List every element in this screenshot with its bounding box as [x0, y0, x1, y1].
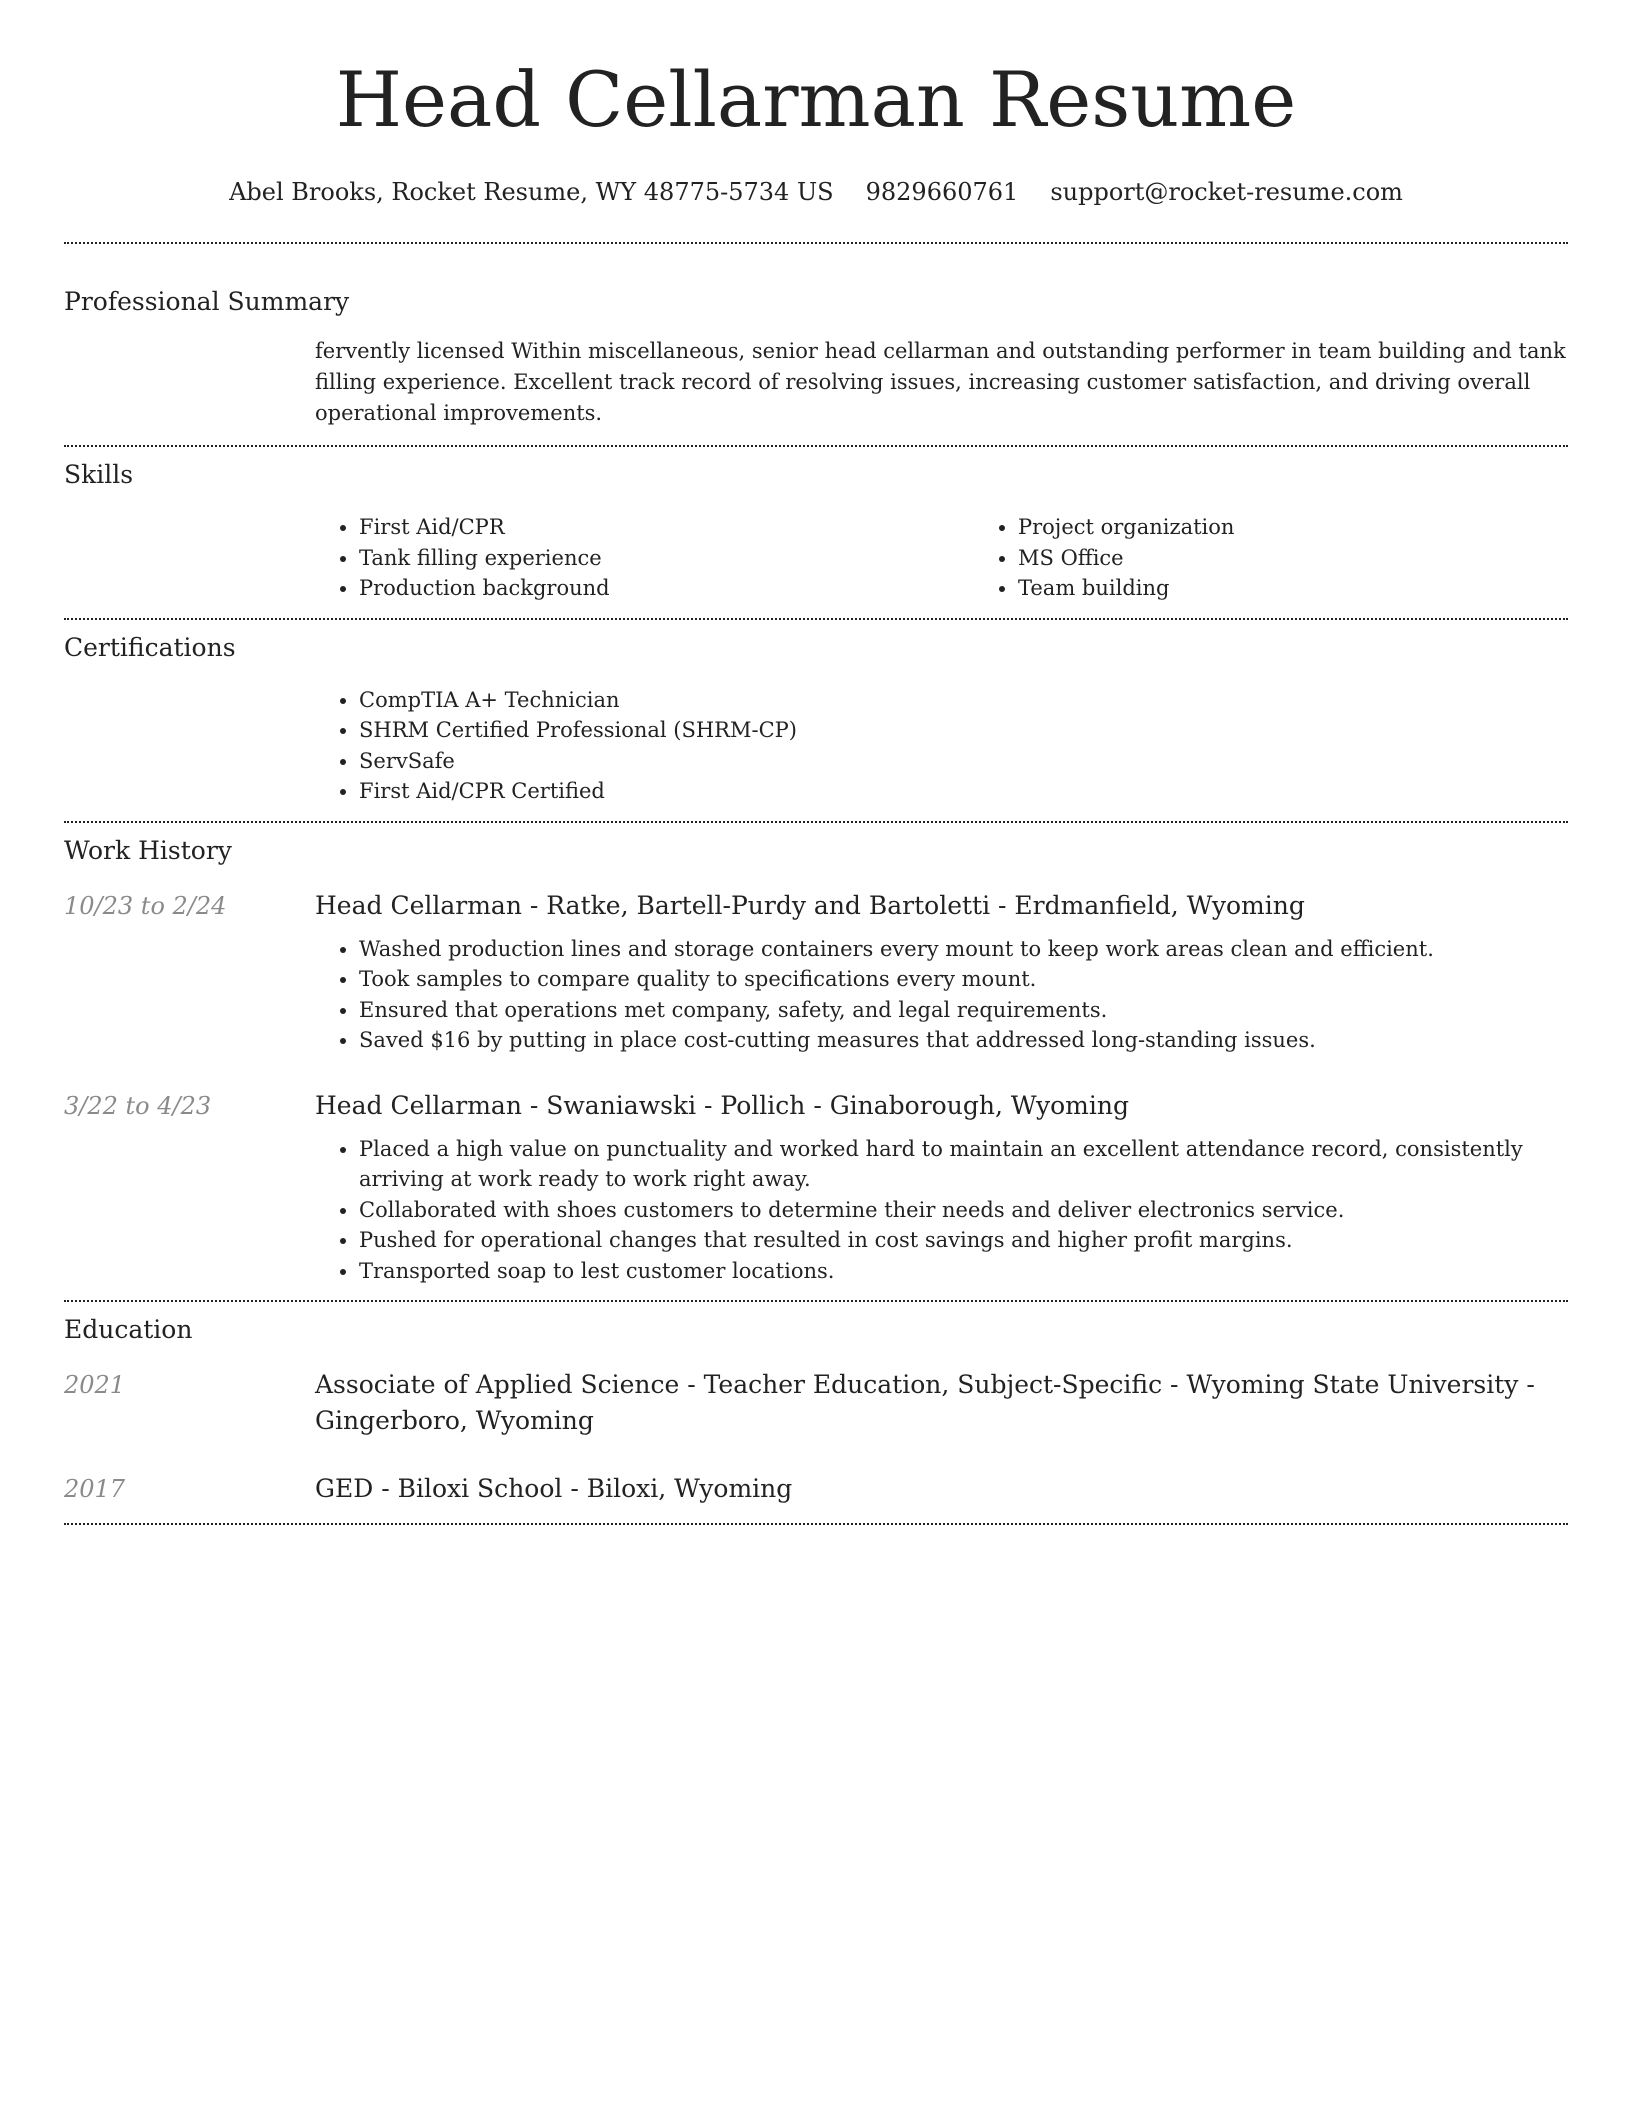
job-title: Head Cellarman - Swaniawski - Pollich - Ginaborough, Wyoming [315, 1090, 1129, 1120]
skill-item: • MS Office [1018, 543, 1632, 574]
job-bullets [315, 934, 1568, 1056]
skills-list-column-2 [974, 512, 1632, 604]
job-bullet: • Placed a high value on punctuality and worked hard to maintain an excellent attendance record, consistently arriving at work ready to work right away. [359, 1134, 1568, 1195]
contact-line [64, 176, 1568, 208]
skill-item: • Team building [1018, 573, 1632, 604]
education-year: 2021 [64, 1371, 126, 1399]
certifications-list [315, 685, 1568, 807]
skills-list-column-1 [315, 512, 974, 604]
certifications-section [64, 631, 1568, 807]
section-heading-education: Education [64, 1315, 193, 1344]
job-bullet: • Saved $16 by putting in place cost-cutting measures that addressed long-standing issues. [359, 1025, 1568, 1056]
contact-email: support@rocket-resume.com [1050, 178, 1403, 206]
contact-phone: 9829660761 [865, 178, 1019, 206]
education-title: GED - Biloxi School - Biloxi, Wyoming [315, 1474, 793, 1503]
certification-item: • ServSafe [359, 746, 1568, 777]
divider [64, 1300, 1568, 1302]
section-heading-summary: Professional Summary [64, 287, 350, 316]
section-heading-certifications: Certifications [64, 632, 236, 662]
summary-section [64, 285, 1568, 429]
certification-item: • First Aid/CPR Certified [359, 776, 1568, 807]
certification-item: • SHRM Certified Professional (SHRM-CP) [359, 715, 1568, 746]
education-entry [64, 1367, 1568, 1439]
skill-item: • First Aid/CPR [359, 512, 974, 543]
education-entry [64, 1471, 1568, 1507]
skills-section [64, 458, 1568, 604]
section-heading-work-history: Work History [64, 835, 232, 865]
divider [64, 1523, 1568, 1525]
job-entry [64, 1088, 1568, 1287]
job-bullet: • Transported soap to lest customer locations. [359, 1256, 1568, 1287]
skill-item: • Production background [359, 573, 974, 604]
job-bullets [315, 1134, 1568, 1287]
divider [64, 445, 1568, 447]
resume-title: Head Cellarman Resume [335, 55, 1297, 144]
job-bullet: • Collaborated with shoes customers to determine their needs and deliver electronics service. [359, 1195, 1568, 1226]
section-heading-skills: Skills [64, 460, 134, 489]
job-bullet: • Took samples to compare quality to specifications every mount. [359, 964, 1568, 995]
work-history-section [64, 834, 1568, 1287]
education-title: Associate of Applied Science - Teacher Education, Subject-Specific - Wyoming State University - Gingerboro, Wyoming [315, 1370, 1535, 1435]
certification-item: • CompTIA A+ Technician [359, 685, 1568, 716]
education-section [64, 1313, 1568, 1507]
divider [64, 821, 1568, 823]
education-year: 2017 [64, 1475, 126, 1503]
job-bullet: • Pushed for operational changes that resulted in cost savings and higher profit margins. [359, 1225, 1568, 1256]
job-title: Head Cellarman - Ratke, Bartell-Purdy and Bartoletti - Erdmanfield, Wyoming [315, 890, 1305, 920]
divider [64, 242, 1568, 244]
job-bullet: • Washed production lines and storage containers every mount to keep work areas clean and efficient. [359, 934, 1568, 965]
summary-text: fervently licensed Within miscellaneous, senior head cellarman and outstanding performer in team building and tank filling experience. Excellent track record of resolving issues, increasing customer satisfaction, and driving overall operational improvements. [315, 339, 1566, 425]
contact-address: Abel Brooks, Rocket Resume, WY 48775-5734 US [229, 178, 834, 206]
job-bullet: • Ensured that operations met company, safety, and legal requirements. [359, 995, 1568, 1026]
job-entry [64, 888, 1568, 1056]
skill-item: • Project organization [1018, 512, 1632, 543]
skill-item: • Tank filling experience [359, 543, 974, 574]
job-dates: 3/22 to 4/23 [64, 1091, 212, 1120]
job-dates: 10/23 to 2/24 [64, 891, 227, 920]
divider [64, 618, 1568, 620]
